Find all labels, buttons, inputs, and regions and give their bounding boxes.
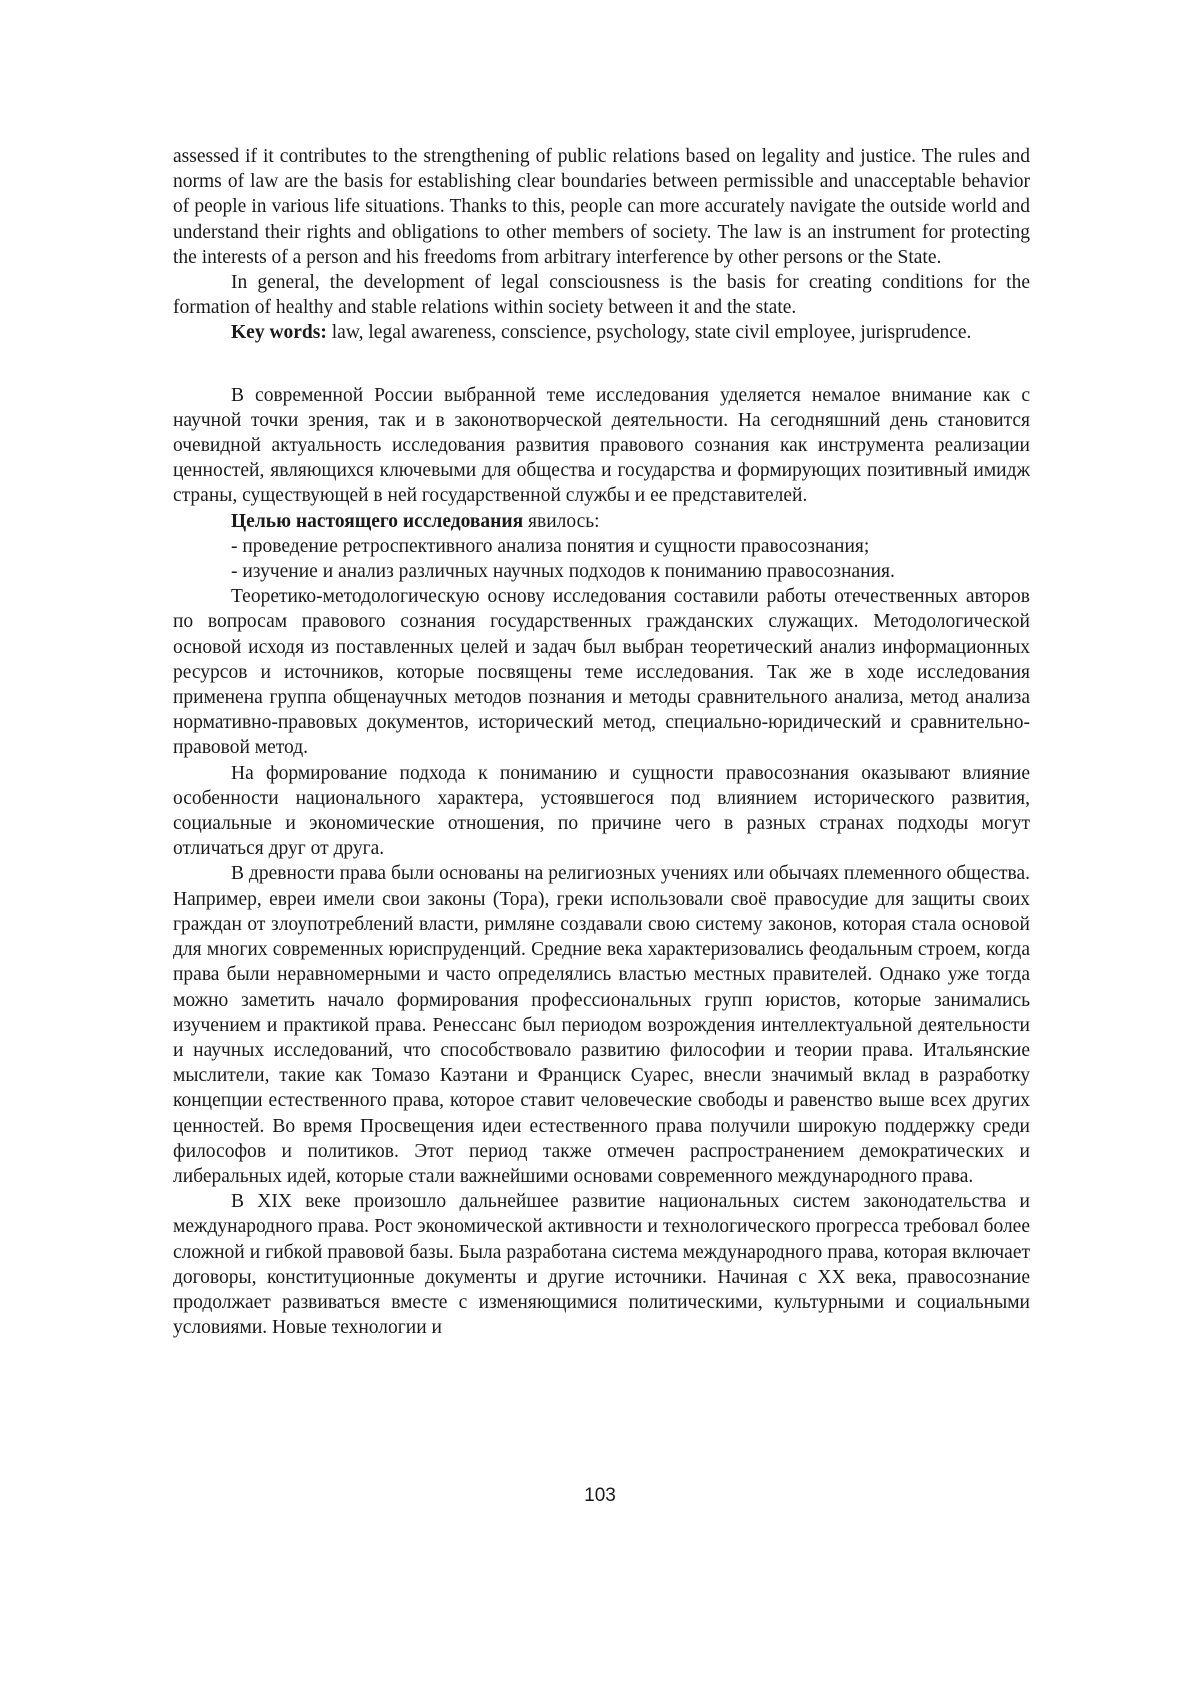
methodology-paragraph: Теоретико-методологическую основу исследования составили работы отечественных авторов по вопросам правового сознания государственных гражданских служащих. Методологической основой исходя из поставленных целей и задач был выбран теоретический анализ информационных ресурсов и источников, которые посвящены теме исследования. Так же в ходе исследования применена группа общенаучных методов познания и методы сравнительного анализа, метод анализа нормативно-правовых документов, исторический метод, специально-юридический и сравнительно-правовой метод. xyxy=(173,586,1030,759)
aim-label: Целью настоящего исследования xyxy=(231,510,524,532)
history-paragraph: В древности права были основаны на религиозных учениях или обычаях племенного общества. Например, евреи имели свои законы (Тора), греки использовали своё правосудие для защиты своих граждан от злоупотреблений власти, римляне создавали свою систему законов, которая стала основой для многих современных юриспруденций. Средние века характеризовались феодальным строем, когда права были неравномерными и часто определялись властью местных правителей. Однако уже тогда можно заметить начало формирования профессиональных групп юристов, которые занимались изучением и практикой права. Ренессанс был периодом возрождения интеллектуальной деятельности и научных исследований, что способствовало развитию философии и теории права. Итальянские мыслители, такие как Томазо Каэтани и Франциск Суарес, внесли значимый вклад в разработку концепции естественного права, которое ставит человеческие свободы и равенство выше всех других ценностей. Во время Просвещения идеи естественного права получили широкую поддержку среди философов и политиков. Этот период также отмечен распространением демократических и либеральных идей, которые стали важнейшими основами современного международного права. xyxy=(173,863,1030,1187)
aim-heading xyxy=(173,509,1030,534)
intro-paragraph: В современной России выбранной теме исследования уделяется немалое внимание как с научной точки зрения, так и в законотворческой деятельности. На сегодняшний день становится очевидной актуальность исследования развития правового сознания как инструмента реализации ценностей, являющихся ключевыми для общества и государства и формирующих позитивный имидж страны, существующей в ней государственной службы и ее представителей. xyxy=(173,384,1030,507)
abstract-paragraph: assessed if it contributes to the strengthening of public relations based on legality and justice. The rules and norms of law are the basis for establishing clear boundaries between permissible and unacceptable behavior of people in various life situations. Thanks to this, people can more accurately navigate the outside world and understand their rights and obligations to other members of society. The law is an instrument for protecting the interests of a person and his freedoms from arbitrary interference by other persons or the State. xyxy=(173,146,1030,268)
modern-paragraph: В XIX веке произошло дальнейшее развитие национальных систем законодательства и международного права. Рост экономической активности и технологического прогресса требовал более сложной и гибкой правовой базы. Была разработана система международного права, которая включает договоры, конституционные документы и другие источники. Начиная с XX века, правосознание продолжает развиваться вместе с изменяющимися политическими, культурными и социальными условиями. Новые технологии и xyxy=(173,1191,1030,1339)
page-content xyxy=(173,144,1030,1340)
aim-item-2: - изучение и анализ различных научных подходов к пониманию правосознания. xyxy=(231,561,895,583)
abstract-conclusion: In general, the development of legal consciousness is the basis for creating conditions for the formation of healthy and stable relations within society between it and the state. xyxy=(173,272,1030,319)
keywords-label: Key words: xyxy=(231,322,327,344)
national-paragraph: На формирование подхода к пониманию и сущности правосознания оказывают влияние особенности национального характера, устоявшегося под влиянием исторического развития, социальные и экономические отношения, по причине чего в разных странах подходы могут отличаться друг от друга. xyxy=(173,762,1030,860)
aim-text: явилось: xyxy=(523,510,600,532)
page-number: 103 xyxy=(584,1485,616,1506)
keywords-text: law, legal awareness, conscience, psychology, state civil employee, jurisprudence. xyxy=(326,322,972,344)
aim-item-1: - проведение ретроспективного анализа понятия и сущности правосознания; xyxy=(231,535,870,557)
section-gap xyxy=(173,346,1030,383)
keywords xyxy=(173,320,1030,345)
